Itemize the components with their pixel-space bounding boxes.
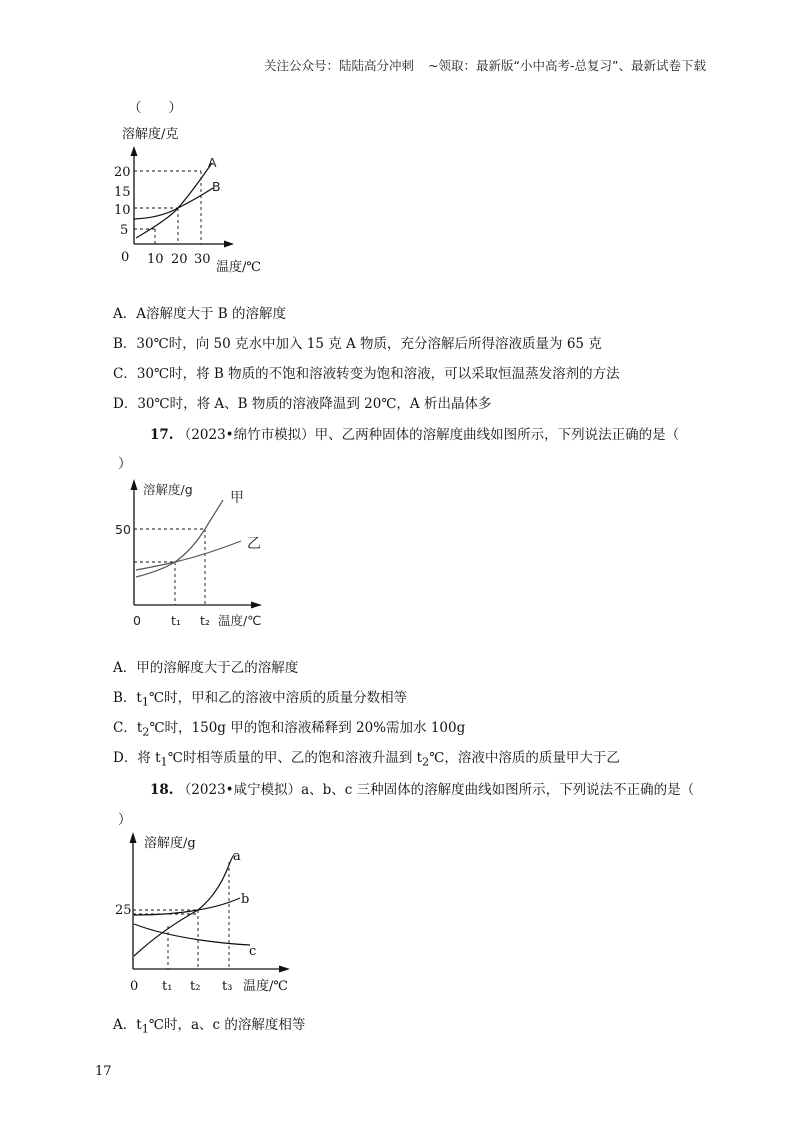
q18-y-axis-arrow [130,832,137,843]
q16-ytick: 15 [114,185,131,200]
q18-origin: 0 [130,979,139,994]
q17-series-label-yi: 乙 [247,536,261,552]
q17-number: 17. [150,427,174,443]
page-number: 17 [95,1064,112,1079]
q18-stem [150,778,694,798]
q17-option-d-pre: D．将 t [113,750,161,766]
q18-curve-c [134,924,250,945]
q17-xlabel: 温度/℃ [218,613,262,628]
q17-option-c-post: ℃时，150g 甲的饱和溶液稀释到 20%需加水 100g [149,720,466,736]
q16-option-d: D．30℃时，将 A、B 物质的溶液降温到 20℃，A 析出晶体多 [113,396,492,412]
q17-option-b-pre: B．t [113,690,142,706]
q17-curve-yi [136,541,241,570]
q17-option-b [113,686,407,709]
q16-option-c: C．30℃时，将 B 物质的不饱和溶液转变为饱和溶液，可以采取恒温蒸发溶剂的方法 [113,366,620,382]
q17-ytick: 50 [115,522,131,537]
q16-ylabel: 溶解度/克 [122,127,179,142]
q18-chart [115,832,290,994]
q16-option-b: B．30℃时，向 50 克水中加入 15 克 A 物质，充分溶解后所得溶液质量为 65 克 [113,336,602,352]
q18-stem-tail: ） [118,812,132,828]
q18-option-a-post: ℃时，a、c 的溶解度相等 [148,1017,306,1033]
header-left: 关注公众号：陆陆高分冲刺 [264,58,415,73]
q17-stem [150,423,679,443]
q16-xtick: 10 [147,252,164,267]
q17-option-c [113,716,465,739]
q16-x-axis-arrow [224,241,234,248]
q16-ytick: 20 [114,165,131,180]
q18-ytick: 25 [115,903,132,918]
q18-series-label-a: a [233,849,241,864]
q17-xtick: t₂ [200,613,210,628]
q16-xlabel: 温度/℃ [216,260,261,275]
q17-ylabel: 溶解度/g [143,482,193,497]
q17-text: （2023•绵竹市模拟）甲、乙两种固体的溶解度曲线如图所示，下列说法正确的是（ [177,427,680,443]
q18-xtick: t₃ [222,979,233,994]
q17-x-axis-arrow [251,602,262,609]
q16-series-label-B: B [212,179,221,194]
q17-series-label-jia: 甲 [230,490,244,506]
q17-curve-jia [136,500,223,577]
q17-y-axis-arrow [131,479,138,490]
q17-origin: 0 [133,613,141,628]
q17-option-d-sub2: 2 [422,755,430,769]
q17-option-a: A．甲的溶解度大于乙的溶解度 [113,660,299,676]
q16-ytick: 10 [114,203,131,218]
q17-option-b-sub: 1 [141,695,150,709]
q18-series-label-b: b [241,892,250,907]
q17-xtick: t₁ [171,613,181,628]
q17-option-b-post: ℃时，甲和乙的溶液中溶质的质量分数相等 [149,690,408,706]
q18-option-a-sub: 1 [141,1022,149,1036]
q18-option-a [113,1013,305,1036]
q18-text: （2023•咸宁模拟）a、b、c 三种固体的溶解度曲线如图所示，下列说法不正确的是（ [177,782,695,798]
q16-y-axis-arrow [131,146,138,156]
q17-option-d-post: ℃，溶液中溶质的质量甲大于乙 [429,750,620,766]
q17-option-d-sub1: 1 [160,755,168,769]
q18-x-axis-arrow [279,966,290,973]
header-right: ~领取：最新版“小中高考-总复习”、最新试卷下载 [428,58,706,73]
q18-series-label-c: c [249,944,257,959]
q16-xtick: 30 [194,252,211,267]
q16-ytick: 5 [120,223,129,238]
q16-option-a: A．A溶解度大于 B 的溶解度 [113,306,287,322]
q16-series-label-A: A [208,155,217,170]
q16-chart [114,126,261,275]
q17-option-d [113,746,620,769]
q16-answer-paren: （ ） [128,100,182,116]
q18-ylabel: 溶解度/g [144,836,196,851]
q17-option-c-pre: C．t [113,720,143,736]
q16-xtick: 20 [171,252,188,267]
q17-option-c-sub: 2 [142,725,150,739]
q18-xtick: t₁ [162,979,173,994]
q18-xtick: t₂ [190,979,201,994]
q17-chart [115,479,262,628]
q18-xlabel: 温度/℃ [243,979,288,994]
q17-option-d-mid: ℃时相等质量的甲、乙的饱和溶液升温到 t [167,750,423,766]
q18-option-a-pre: A．t [113,1017,142,1033]
q18-curve-b [134,898,240,915]
q17-stem-tail: ） [118,456,132,472]
q16-origin: 0 [121,250,130,265]
q18-number: 18. [150,782,174,798]
